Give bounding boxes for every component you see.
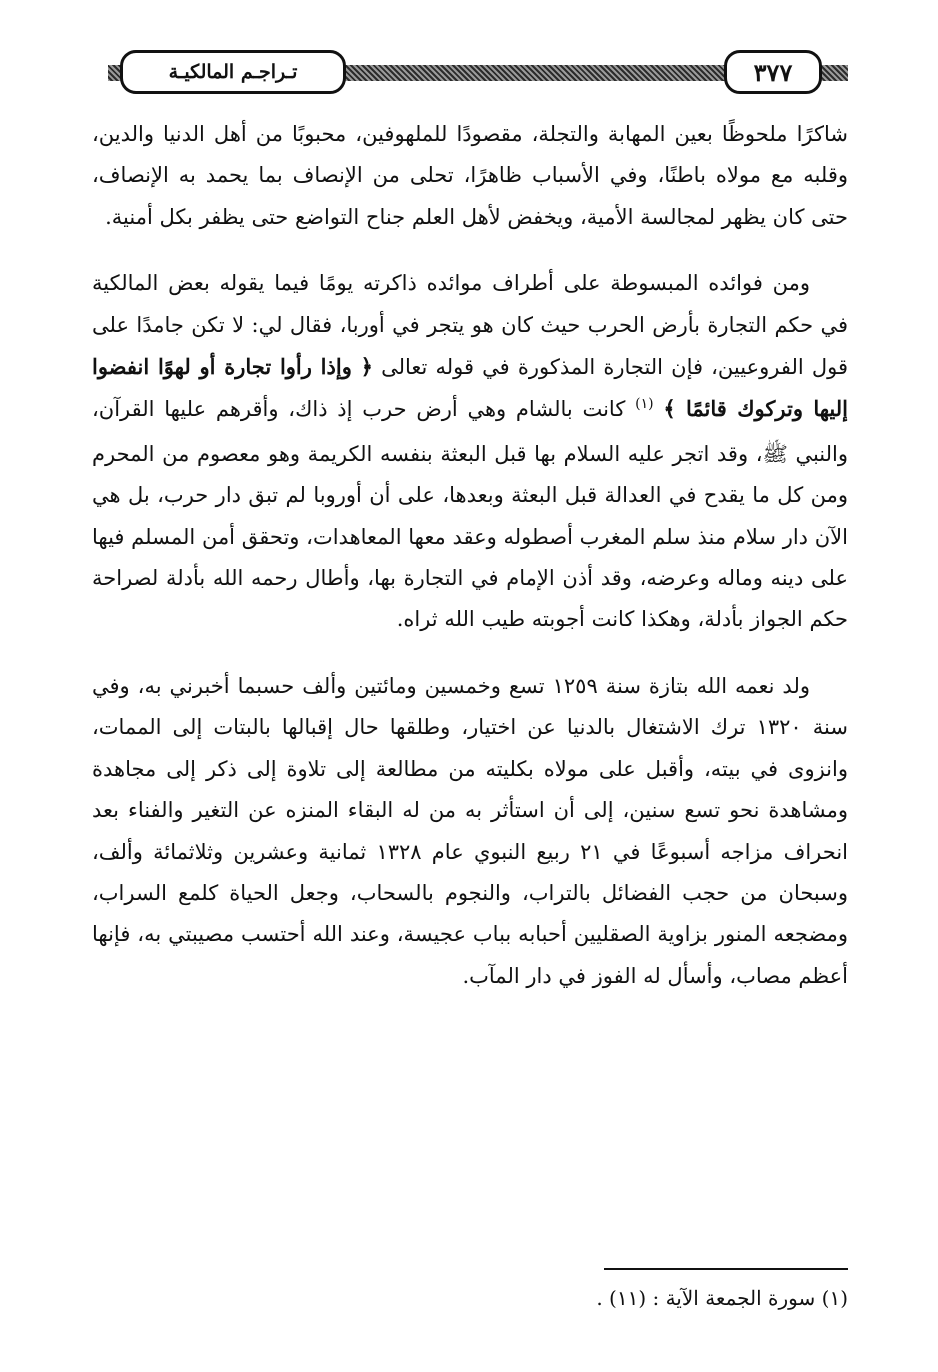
page-number-box — [724, 50, 822, 94]
page-number: ٣٧٧ — [753, 57, 793, 87]
footnote-reference: (١) — [635, 396, 654, 413]
running-title-box — [120, 50, 346, 94]
paragraph-2-text-a: ومن فوائده المبسوطة على أطراف موائده ذاكرته يومًا فيما يقوله بعض المالكية في حكم التجارة بأرض الحرب حيث كان هو يتجر في أوربا، فقال لي: لا تكن جامدًا على قول الفروعيين، فإن التجارة المذكورة في قوله تعالى — [92, 271, 848, 380]
paragraph-3: ولد نعمه الله بتازة سنة ١٢٥٩ تسع وخمسين ومائتين وألف حسبما أخبرني به، وفي سنة ١٣٢٠ ترك الاشتغال بالدنيا عن اختيار، وطلقها حال إقبالها بالبتات إلى الممات، وانزوى في بيته، وأقبل على مولاه بكليته من مطالعة إلى تلاوة إلى ذكر إلى مجاهدة ومشاهدة نحو تسع سنين، إلى أن استأثر به من له البقاء المنزه عن التغير والفناء بعد انحراف مزاجه أسبوعًا في ٢١ ربيع النبوي عام ١٣٢٨ ثمانية وعشرين وثلاثمائة وألف، وسبحان من حجب الفضائل بالتراب، والنجوم بالسحاب، وجعل الحياة كلمع السراب، ومضجعه المنور بزاوية الصقليين أحبابه بباب عجيسة، وعند الله أحتسب مصيبتي به، فإنها أعظم مصاب، وأسأل له الفوز في دار المآب. — [92, 673, 848, 988]
paragraph-2-text-b: كانت بالشام وهي أرض حرب إذ ذاك، وأقرهم عليها القرآن، والنبي ﷺ، وقد اتجر عليه السلام بها قبل البعثة بنفسه الكريمة وهو معصوم من المحرم ومن كل ما يقدح في العدالة قبل البعثة وبعدها، على أن أوروبا لم تبق دار حرب، بل هي الآن دار سلام منذ سلم المغرب أصطوله وعقد معها المعاهدات، وتحقق أمن المسلم فيها على دينه وماله وعرضه، وقد أذن الإمام في التجارة بها، وأطال رحمه الله بأدلة لصراحة حكم الجواز بأدلة، وهكذا كانت أجوبته طيب الله ثراه. — [92, 397, 848, 632]
paragraph-2 — [92, 263, 848, 641]
quran-verse: ﴿ وإذا رأوا تجارة أو لهوًا انفضوا إليها وتركوك قائمًا ﴾ — [92, 354, 848, 422]
paragraph-1: شاكرًا ملحوظًا بعين المهابة والتجلة، مقصودًا للملهوفين، محبوبًا من أهل الدنيا والدين، وقلبه مع مولاه باطنًا، وفي الأسباب ظاهرًا، تحلى من الإنصاف بما يحمد به الإنصاف، حتى كان يظهر لمجالسة الأمية، ويخفض لأهل العلم جناح التواضع حتى يظفر بكل أمنية. — [92, 122, 848, 229]
footnote-divider — [604, 1268, 848, 1270]
main-text — [92, 114, 848, 997]
page-header — [108, 46, 848, 98]
running-title: تـراجـم المالكيـة — [168, 61, 298, 83]
footnote: (١) سورة الجمعة الآية : (١١) . — [596, 1286, 848, 1310]
